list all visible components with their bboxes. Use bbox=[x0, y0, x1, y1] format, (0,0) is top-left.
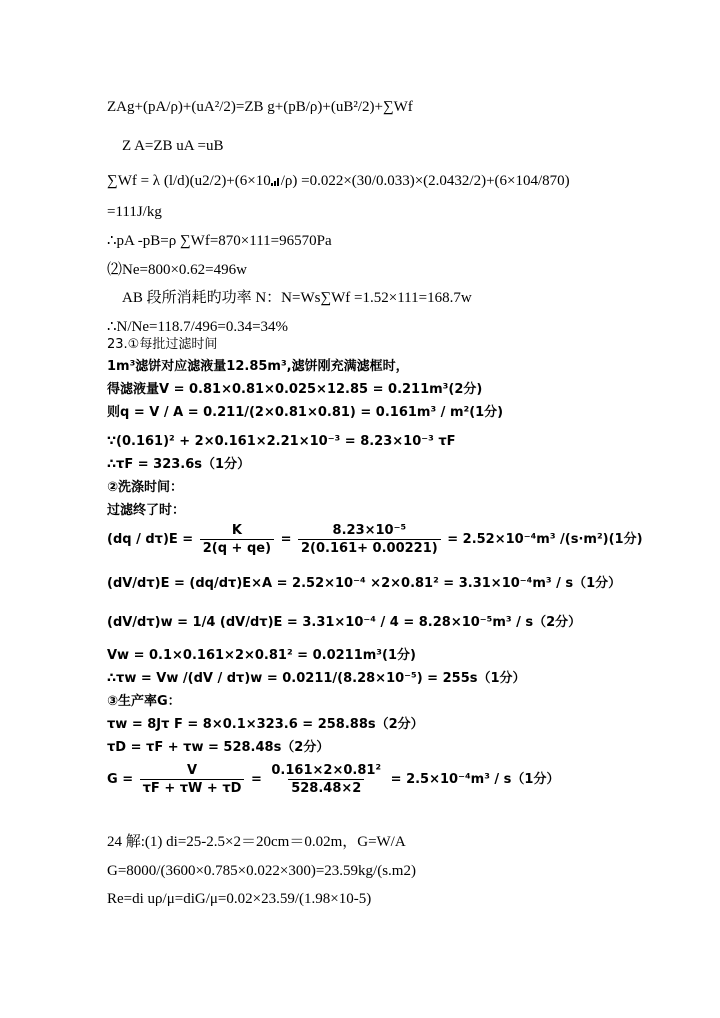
problem-23-heading: 23.①每批过滤时间 bbox=[107, 337, 218, 352]
friction-loss-left: ∑Wf = λ (l/d)(u2/2)+(6×10 bbox=[107, 173, 271, 189]
signal-bars-glyph bbox=[271, 173, 281, 182]
productivity-heading: ③生产率G： bbox=[107, 694, 181, 709]
wash-volume: Vw = 0.1×0.161×2×0.81² = 0.0211m³(1分) bbox=[107, 648, 416, 663]
productivity-num: V bbox=[186, 763, 198, 778]
rate-result: = 2.52×10⁻⁴m³ /(s·m²)(1分) bbox=[447, 532, 643, 547]
productivity-equation bbox=[107, 762, 559, 798]
ab-section-power: AB 段所消耗旳功率 N：N=Ws∑Wf =1.52×111=168.7w bbox=[122, 290, 472, 306]
rate-fraction-numeric bbox=[298, 522, 441, 557]
filtration-equation: ∵(0.161)² + 2×0.161×2.21×10⁻³ = 8.23×10⁻³ τF bbox=[107, 434, 456, 449]
efficiency-ratio: ∴N/Ne=118.7/496=0.34=34% bbox=[107, 319, 289, 335]
bernoulli-equation: ZAg+(pA/ρ)+(uA²/2)=ZB g+(pB/ρ)+(uB²/2)+∑Wf bbox=[107, 99, 413, 115]
rate-left: (dq / dτ)E = bbox=[107, 532, 194, 547]
productivity-result: = 2.5×10⁻⁴m³ / s（1分） bbox=[390, 772, 560, 787]
effective-power: ⑵Ne=800×0.62=496w bbox=[107, 262, 247, 278]
rate-fraction-den: 2(q + qe) bbox=[200, 539, 274, 557]
rate-fraction-symbolic bbox=[200, 522, 274, 557]
friction-loss-equation bbox=[107, 172, 570, 190]
equals-sign: = bbox=[250, 772, 262, 787]
rate-numeric-num: 8.23×10⁻⁵ bbox=[332, 523, 407, 538]
productivity-fraction-numeric bbox=[268, 762, 384, 797]
productivity-den: τF + τW + τD bbox=[140, 779, 245, 797]
final-filtration-rate bbox=[107, 522, 643, 558]
washing-rate: (dV/dτ)w = 1/4 (dV/dτ)E = 3.31×10⁻⁴ / 4 = 8.28×10⁻⁵m³ / s（2分） bbox=[107, 615, 582, 630]
mass-flux: G=8000/(3600×0.785×0.022×300)=23.59kg/(s.m2) bbox=[107, 863, 416, 879]
wash-time: ∴τw = Vw /(dV / dτ)w = 0.0211/(8.28×10⁻⁵) = 255s（1分） bbox=[107, 671, 526, 686]
problem-24-intro: 24 解:(1) di=25-2.5×2＝20cm＝0.02m，G=W/A bbox=[107, 834, 406, 850]
productivity-fraction-symbolic bbox=[140, 762, 245, 797]
pressure-drop: ∴pA -pB=ρ ∑Wf=870×111=96570Pa bbox=[107, 233, 332, 249]
cake-filtrate-ratio: 1m³滤饼对应滤液量12.85m³,滤饼刚充满滤框时， bbox=[107, 359, 409, 374]
volumetric-rate: (dV/dτ)E = (dq/dτ)E×A = 2.52×10⁻⁴ ×2×0.81² = 3.31×10⁻⁴m³ / s（1分） bbox=[107, 576, 622, 591]
equal-heights-velocities: Z A=ZB uA =uB bbox=[122, 138, 224, 154]
productivity-left: G = bbox=[107, 772, 134, 787]
friction-loss-result: =111J/kg bbox=[107, 204, 162, 220]
rate-fraction-num: K bbox=[231, 523, 242, 538]
washing-time-heading: ②洗涤时间： bbox=[107, 480, 184, 495]
end-of-filtration-heading: 过滤终了时： bbox=[107, 503, 186, 518]
wash-time-total: τw = 8Jτ F = 8×0.1×323.6 = 258.88s（2分） bbox=[107, 717, 424, 732]
equals-sign: = bbox=[280, 532, 292, 547]
friction-loss-right: /ρ) =0.022×(30/0.033)×(2.0432/2)+(6×104/870) bbox=[280, 173, 570, 189]
rate-numeric-den: 2(0.161+ 0.00221) bbox=[298, 539, 441, 557]
filtrate-volume: 得滤液量V = 0.81×0.81×0.025×12.85 = 0.211m³(2分) bbox=[107, 382, 483, 397]
filtrate-per-area: 则q = V / A = 0.211/(2×0.81×0.81) = 0.161m³ / m²(1分) bbox=[107, 405, 504, 420]
filtration-time: ∴τF = 323.6s（1分） bbox=[107, 457, 251, 472]
productivity-numeric-num: 0.161×2×0.81² bbox=[271, 763, 382, 778]
reynolds-number: Re=di uρ/μ=diG/μ=0.02×23.59/(1.98×10-5) bbox=[107, 891, 372, 907]
productivity-numeric-den: 528.48×2 bbox=[288, 779, 364, 797]
cycle-time: τD = τF + τw = 528.48s（2分） bbox=[107, 740, 330, 755]
